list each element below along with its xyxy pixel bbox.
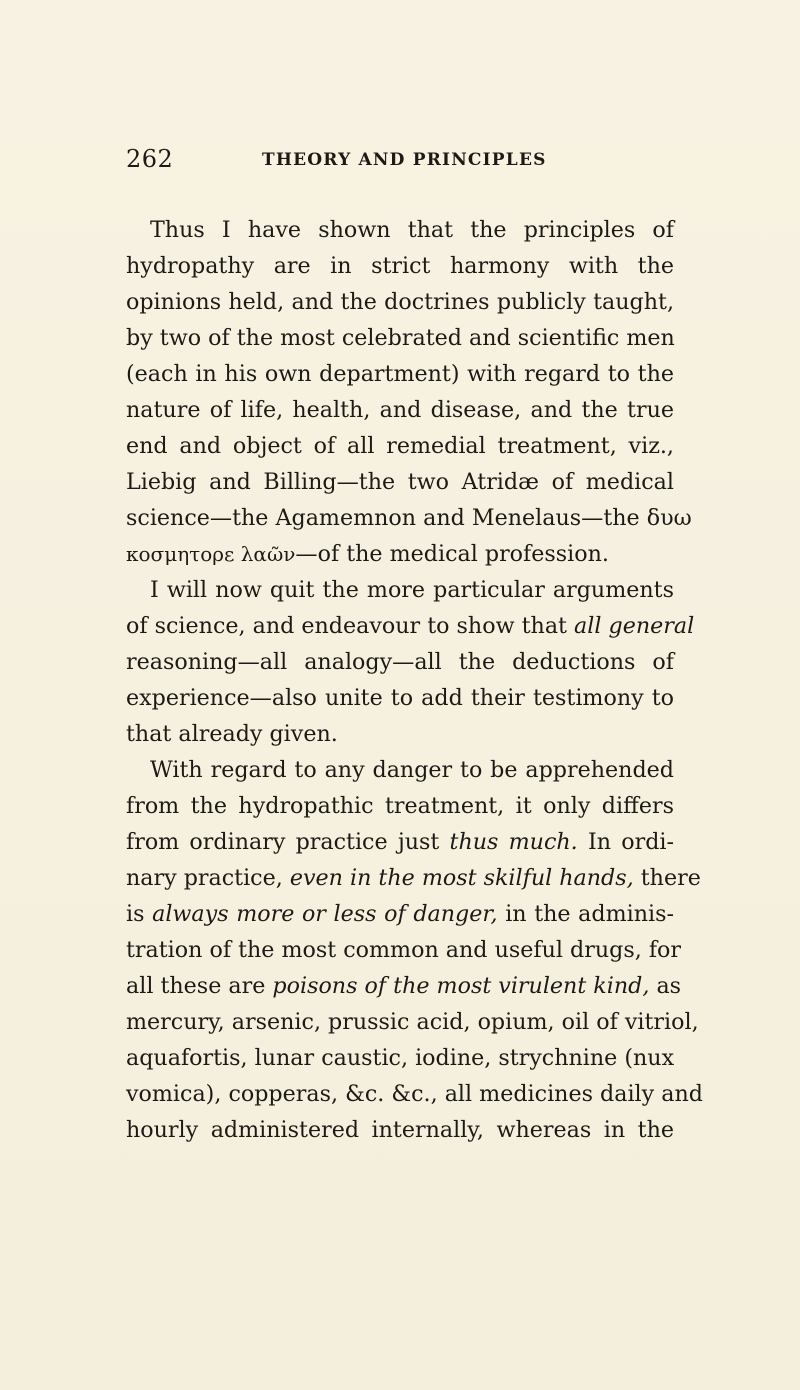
page-header xyxy=(126,145,674,177)
text-line: from the hydropathic treatment, it only differs xyxy=(126,793,674,819)
text-line: With regard to any danger to be apprehended xyxy=(150,757,674,783)
text-line: hourly administered internally, whereas in the xyxy=(126,1117,674,1143)
page-number: 262 xyxy=(126,145,174,173)
text-line: hydropathy are in strict harmony with the xyxy=(126,253,674,279)
text-line: experience—also unite to add their testimony to xyxy=(126,685,674,711)
text-line: mercury, arsenic, prussic acid, opium, oil of vitriol, xyxy=(126,1009,699,1035)
text-line: nature of life, health, and disease, and the true xyxy=(126,397,674,423)
text-line: Thus I have shown that the principles of xyxy=(150,217,674,243)
body-text xyxy=(126,212,703,1148)
text-line: reasoning—all analogy—all the deductions of xyxy=(126,649,674,675)
text-line: science—the Agamemnon and Menelaus—the δυω xyxy=(126,505,692,531)
text-line: of science, and endeavour to show that all general xyxy=(126,613,695,639)
text-line: tration of the most common and useful drugs, for xyxy=(126,937,681,963)
text-line: end and object of all remedial treatment, viz., xyxy=(126,433,674,459)
text-line: from ordinary practice just thus much. In ordi- xyxy=(126,829,674,855)
text-line: aquafortis, lunar caustic, iodine, strychnine (nux xyxy=(126,1045,675,1071)
text-line: κοσμητορε λαῶν—of the medical profession. xyxy=(126,541,609,567)
text-line: by two of the most celebrated and scientific men xyxy=(126,325,675,351)
text-line: vomica), copperas, &c. &c., all medicines daily and xyxy=(126,1081,703,1107)
text-line: that already given. xyxy=(126,721,338,747)
running-head: THEORY AND PRINCIPLES xyxy=(262,150,547,170)
text-line: all these are poisons of the most virulent kind, as xyxy=(126,973,682,999)
text-line: is always more or less of danger, in the adminis- xyxy=(126,901,674,927)
text-line: opinions held, and the doctrines publicly taught, xyxy=(126,289,674,315)
text-line: Liebig and Billing—the two Atridæ of medical xyxy=(126,469,674,495)
text-line: I will now quit the more particular arguments xyxy=(150,577,674,603)
text-line: (each in his own department) with regard to the xyxy=(126,361,674,387)
text-line: nary practice, even in the most skilful hands, there xyxy=(126,865,701,891)
